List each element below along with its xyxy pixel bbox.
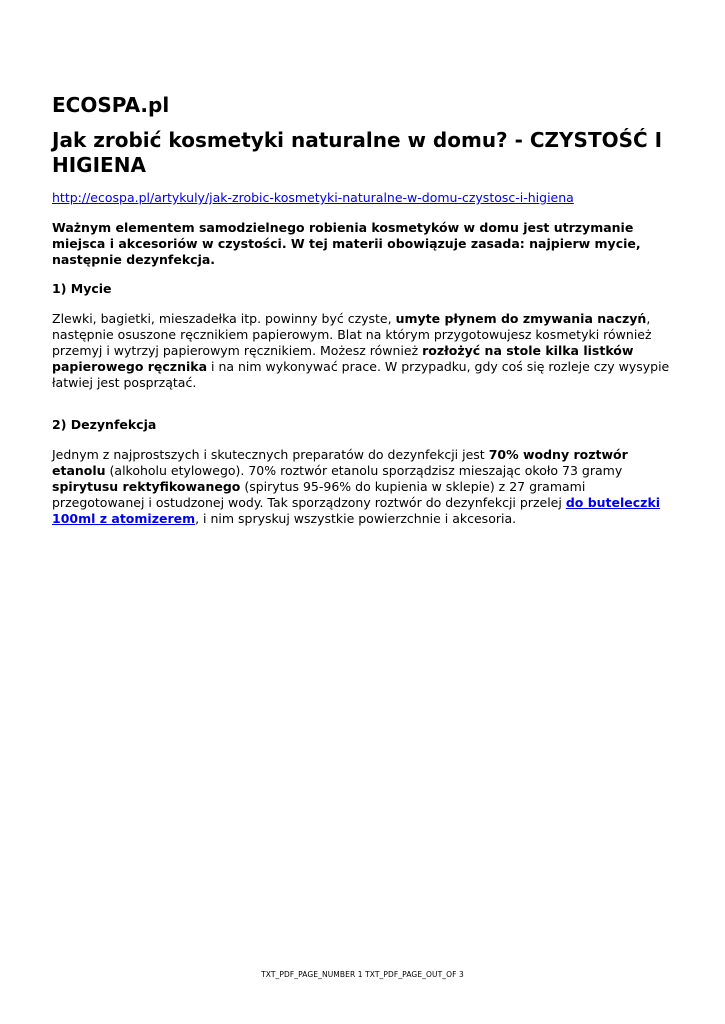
text-run: i na nim wykonywać prace. W przypadku, gdy coś się rozleje czy wysypie łatwiej jest posprzątać. — [52, 359, 670, 390]
bold-run: rozłożyć na stole kilka listków papierowego ręcznika — [52, 343, 634, 374]
atomizer-bottle-link[interactable]: do buteleczki 100ml z atomizerem — [52, 495, 661, 526]
section-heading-mycie: 1) Mycie — [52, 281, 112, 296]
site-name: ECOSPA.pl — [52, 93, 170, 117]
section-body-mycie — [52, 311, 674, 391]
text-run: , następnie osuszone ręcznikiem papierowym. Blat na którym przygotowujesz kosmetyki również przemyj i wytrzyj papierowym ręcznikiem. Możesz również — [52, 311, 652, 358]
text-run: (spirytus 95-96% do kupienia w sklepie) z 27 gramami przegotowanej i ostudzonej wody. Tak sporządzony roztwór do dezynfekcji przelej — [52, 479, 586, 510]
text-run: Jednym z najprostszych i skutecznych preparatów do dezynfekcji jest — [52, 447, 489, 462]
bold-run: spirytusu rektyfikowanego — [52, 479, 241, 494]
text-run: , i nim spryskuj wszystkie powierzchnie i akcesoria. — [195, 511, 517, 526]
page-number-footer: TXT_PDF_PAGE_NUMBER 1 TXT_PDF_PAGE_OUT_OF 3 — [261, 970, 464, 979]
text-run: (alkoholu etylowego). 70% roztwór etanolu sporządzisz mieszając około 73 gramy — [105, 463, 623, 478]
source-url-link[interactable]: http://ecospa.pl/artykuly/jak-zrobic-kosmetyki-naturalne-w-domu-czystosc-i-higiena — [52, 190, 574, 205]
article-title: Jak zrobić kosmetyki naturalne w domu? - CZYSTOŚĆ I HIGIENA — [52, 128, 663, 177]
bold-run: umyte płynem do zmywania naczyń — [395, 311, 647, 326]
section-heading-dezynfekcja: 2) Dezynfekcja — [52, 417, 157, 432]
bold-run: 70% wodny roztwór etanolu — [52, 447, 628, 478]
section-body-dezynfekcja — [52, 447, 674, 527]
lead-paragraph: Ważnym elementem samodzielnego robienia kosmetyków w domu jest utrzymanie miejsca i akcesoriów w czystości. W tej materii obowiązuje zasada: najpierw mycie, następnie dezynfekcja. — [52, 220, 641, 267]
text-run: Zlewki, bagietki, mieszadełka itp. powinny być czyste, — [52, 311, 396, 326]
